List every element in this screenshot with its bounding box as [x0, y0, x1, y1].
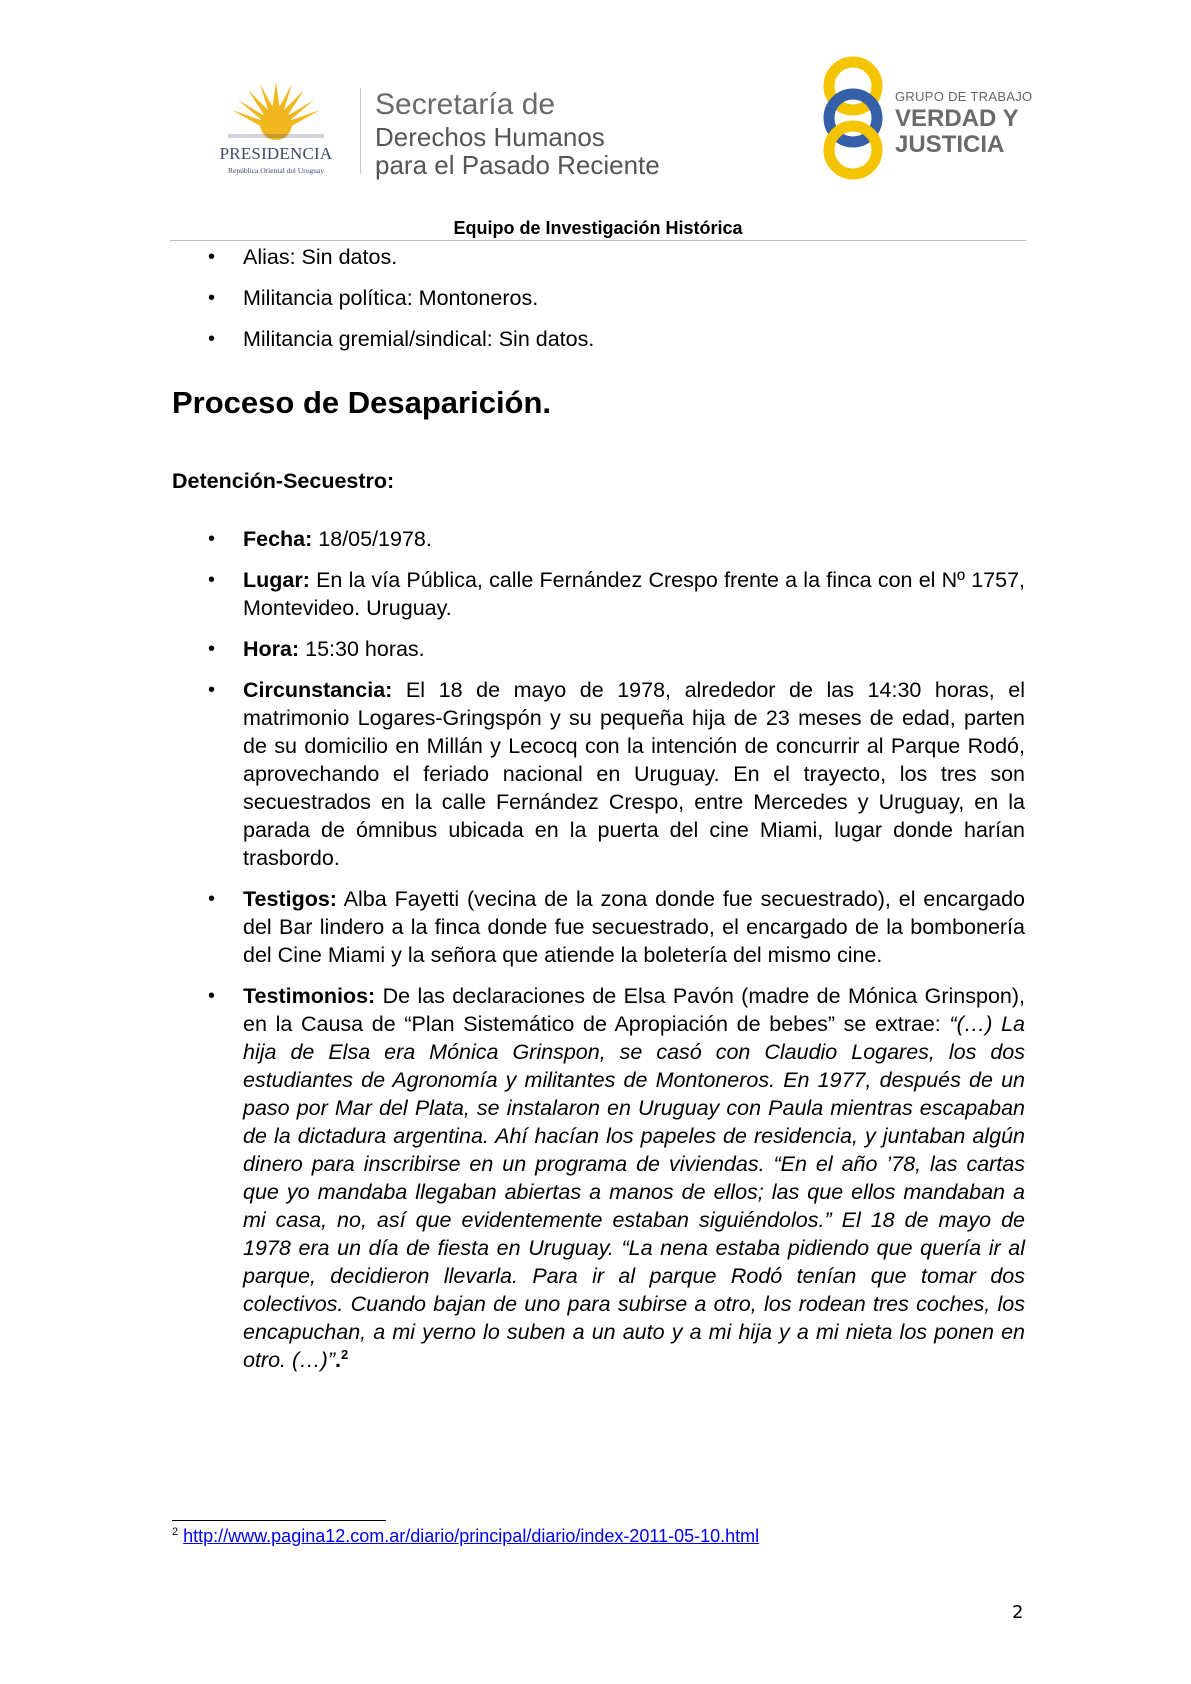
list-item-fecha	[172, 525, 1025, 553]
secretaria-line-1: Secretaría de	[375, 88, 556, 121]
list-item-hora	[172, 635, 1025, 663]
circunstancia-value: El 18 de mayo de 1978, alrededor de las 14:30 horas, el matrimonio Logares-Gringspón y su pequeña hija de 23 meses de edad, parten de su domicilio en Millán y Lecocq con la intención de concurrir al Parque Rodó, aprovechando el feriado nacional en Uruguay. En el trayecto, los tres son secuestrados en la calle Fernández Crespo, entre Mercedes y Uruguay, en la parada de ómnibus ubicada en la puerta del cine Miami, lugar donde harían trasbordo.	[243, 678, 1025, 870]
list-item: • Alias: Sin datos.	[172, 243, 1025, 271]
list-item-lugar	[172, 566, 1025, 622]
testimonios-end: .	[334, 1348, 341, 1372]
testimonios-intro: De las declaraciones de Elsa Pavón (madre de Mónica Grinspon), en la Causa de “Plan Sistemático de Apropiación de bebes” se extrae:	[243, 984, 1025, 1036]
secretaria-logo	[375, 90, 660, 178]
presidencia-logo	[196, 80, 356, 180]
grupo-line-2: VERDAD Y	[895, 105, 1019, 132]
section-title: Proceso de Desaparición.	[172, 385, 552, 420]
subsection-title: Detención-Secuestro:	[172, 469, 395, 493]
footnote-rule	[172, 1520, 386, 1521]
secretaria-line-3: para el Pasado Reciente	[375, 150, 660, 180]
grupo-line-3: JUSTICIA	[895, 131, 1005, 158]
team-title: Equipo de Investigación Histórica	[453, 218, 743, 238]
verdad-justicia-logo	[895, 90, 1032, 157]
hora-value: 15:30 horas.	[299, 637, 425, 661]
list-item-testigos	[172, 885, 1025, 969]
presidencia-subtitle: República Oriental del Uruguay	[227, 166, 324, 175]
profile-list	[172, 243, 1025, 353]
grupo-line-1: GRUPO DE TRABAJO	[895, 89, 1033, 104]
footnote-reference[interactable]: 2	[340, 1346, 349, 1362]
page-number: 2	[1012, 1602, 1024, 1623]
document-body	[172, 243, 1025, 1387]
footnote-link[interactable]: http://www.pagina12.com.ar/diario/principal/diario/index-2011-05-10.html	[183, 1526, 760, 1546]
list-item-circunstancia	[172, 676, 1025, 872]
lugar-value: En la vía Pública, calle Fernández Crespo frente a la finca con el Nº 1757, Montevideo. Uruguay.	[243, 568, 1025, 620]
lugar-label: Lugar:	[243, 568, 310, 592]
list-item: • Militancia política: Montoneros.	[172, 284, 1025, 312]
circunstancia-label: Circunstancia:	[243, 678, 393, 702]
header-divider	[360, 88, 361, 174]
fecha-value: 18/05/1978.	[312, 527, 432, 551]
fecha-label: Fecha:	[243, 527, 313, 551]
sun-icon	[228, 80, 324, 142]
hora-label: Hora:	[243, 637, 300, 661]
footnote	[172, 1526, 759, 1547]
testimonios-quote: “(…) La hija de Elsa era Mónica Grinspon, se casó con Claudio Logares, los dos estudiantes de Agronomía y militantes de Montoneros. En 1977, después de un paso por Mar del Plata, se instalaron en Uruguay con Paula mientras escapaban de la dictadura argentina. Ahí hacían los papeles de residencia, y juntaban algún dinero para inscribirse en un programa de viviendas. “En el año ’78, las cartas que yo mandaba llegaban abiertas a manos de ellos; las que ellos mandaban a mi casa, no, así que evidentemente estaban siguiéndolos.” El 18 de mayo de 1978 era un día de fiesta en Uruguay. “La nena estaba pidiendo que quería ir al parque, decidieron llevarla. Para ir al parque Rodó tenían que tomar dos colectivos. Cuando bajan de uno para subirse a otro, los rodean tres coches, los encapuchan, a mi yerno lo suben a un auto y a mi hija y a mi nieta los ponen en otro. (…)”	[243, 1012, 1025, 1372]
presidencia-text: PRESIDENCIA	[219, 144, 333, 163]
verdad-justicia-rings-icon	[818, 56, 888, 180]
footnote-number: 2	[172, 1526, 179, 1538]
list-item-testimonios	[172, 982, 1025, 1374]
testigos-value: Alba Fayetti (vecina de la zona donde fue secuestrado), el encargado del Bar lindero a la finca donde fue secuestrado, el encargado de la bombonería del Cine Miami y la señora que atiende la boletería del mismo cine.	[243, 887, 1025, 967]
list-item: • Militancia gremial/sindical: Sin datos.	[172, 325, 1025, 353]
detention-list	[172, 525, 1025, 1374]
secretaria-line-2: Derechos Humanos	[375, 122, 605, 152]
header-rule	[170, 240, 1026, 241]
testigos-label: Testigos:	[243, 887, 337, 911]
testimonios-label: Testimonios:	[243, 984, 376, 1008]
